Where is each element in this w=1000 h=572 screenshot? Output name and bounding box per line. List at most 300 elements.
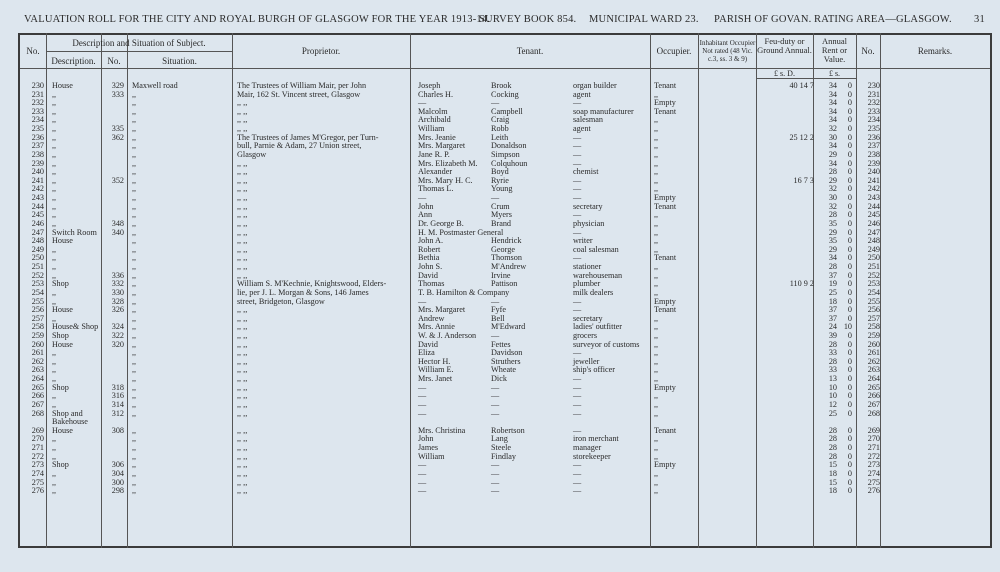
row-number: 253 (31, 279, 44, 289)
tenant-surname: — (491, 296, 500, 306)
description: ,, (52, 132, 57, 142)
tenant-forename: Thomas (418, 279, 445, 289)
row-number: 275 (31, 477, 44, 487)
tenant-forename: John S. (418, 262, 443, 272)
municipal-ward: MUNICIPAL WARD 23. (589, 14, 699, 25)
tenant-surname: Fettes (491, 339, 511, 349)
rent-pounds: 28 (828, 210, 837, 220)
description: ,, (52, 356, 57, 366)
tenant-surname: Craig (491, 115, 510, 125)
description: ,, (52, 468, 57, 478)
occupier: ,, (654, 149, 659, 159)
tenant-surname: George (491, 244, 515, 254)
situation: ,, (132, 468, 137, 478)
tenant-forename: Dr. George B. (418, 218, 464, 228)
rent-pounds: 28 (828, 262, 837, 272)
rent-shillings: 0 (847, 98, 852, 108)
occupier: ,, (654, 434, 659, 444)
row-number-right: 245 (867, 210, 880, 220)
tenant-occupation: agent (573, 89, 591, 99)
rent-shillings: 0 (847, 124, 852, 134)
row-number-right: 248 (867, 236, 880, 246)
occupier: ,, (654, 184, 659, 194)
tenant-surname: Brand (491, 218, 512, 228)
situation: ,, (132, 296, 137, 306)
table-row (20, 375, 990, 383)
description: House (52, 339, 73, 349)
occupier: ,, (654, 244, 659, 254)
rent-pounds: 28 (828, 434, 837, 444)
proprietor: ,, ,, (237, 201, 248, 211)
tenant-surname: Campbell (491, 106, 523, 116)
row-number-right: 238 (867, 149, 880, 159)
rent-pounds: 10 (828, 391, 837, 401)
row-number-right: 259 (867, 330, 880, 340)
situation: ,, (132, 486, 137, 496)
tenant-forename: — (418, 460, 427, 470)
description: ,, (52, 141, 57, 151)
rent-pounds: 35 (828, 236, 837, 246)
proprietor: ,, ,, (237, 313, 248, 323)
row-number-right: 237 (867, 141, 880, 151)
proprietor: ,, ,, (237, 356, 248, 366)
rent-shillings: 0 (847, 451, 852, 461)
proprietor: ,, ,, (237, 167, 248, 177)
situation: ,, (132, 330, 137, 340)
rent-pounds: 19 (828, 279, 837, 289)
situation: ,, (132, 443, 137, 453)
row-number: 269 (31, 425, 44, 435)
row-number: 272 (31, 451, 44, 461)
description: House (52, 425, 73, 435)
occupier: ,, (654, 89, 659, 99)
proprietor: ,, ,, (237, 158, 248, 168)
rent-pounds: 30 (828, 132, 837, 142)
tenant-surname: — (491, 193, 500, 203)
tenant-forename: John A. (418, 236, 444, 246)
proprietor: ,, ,, (237, 322, 248, 332)
situation: ,, (132, 408, 137, 418)
tenant-forename: Archibald (418, 115, 451, 125)
description: Shop and (52, 408, 83, 418)
description: Shop (52, 460, 69, 470)
row-number: 238 (31, 149, 44, 159)
tenant-occupation: salesman (573, 115, 604, 125)
occupier: ,, (654, 477, 659, 487)
row-number: 249 (31, 244, 44, 254)
description: House (52, 236, 73, 246)
description: Shop (52, 330, 69, 340)
proprietor: ,, ,, (237, 339, 248, 349)
row-number: 246 (31, 218, 44, 228)
tenant-surname: — (491, 486, 500, 496)
row-number: 268 (31, 408, 44, 418)
occupier: ,, (654, 132, 659, 142)
occupier: ,, (654, 486, 659, 496)
proprietor: ,, ,, (237, 227, 248, 237)
row-number: 266 (31, 391, 44, 401)
rent-pounds: 13 (828, 374, 837, 384)
street-number: 312 (111, 408, 124, 418)
description: ,, (52, 175, 57, 185)
row-number-right: 270 (867, 434, 880, 444)
tenant-occupation: storekeeper (573, 451, 611, 461)
proprietor: ,, ,, (237, 391, 248, 401)
tenant-surname: — (491, 477, 500, 487)
row-number-right: 254 (867, 287, 880, 297)
situation: ,, (132, 425, 137, 435)
tenant-occupation: — (573, 425, 582, 435)
tenant-occupation: ladies' outfitter (573, 322, 622, 332)
tenant-occupation: physician (573, 218, 605, 228)
rent-shillings: 0 (847, 460, 852, 470)
col-no-right: No. (861, 46, 875, 56)
rent-pounds: 33 (828, 365, 837, 375)
proprietor: ,, ,, (237, 382, 248, 392)
col-num: No. (107, 56, 121, 66)
proprietor: ,, ,, (237, 244, 248, 254)
description: ,, (52, 270, 57, 280)
tenant-occupation: — (573, 158, 582, 168)
rent-shillings: 0 (847, 167, 852, 177)
tenant-occupation: — (573, 408, 582, 418)
table-row (20, 289, 990, 297)
rent-shillings: 0 (847, 227, 852, 237)
tenant-occupation: surveyor of customs (573, 339, 640, 349)
row-number: 255 (31, 296, 44, 306)
table-row (20, 220, 990, 228)
tenant-surname: Lang (491, 434, 508, 444)
tenant-occupation: agent (573, 124, 591, 134)
table-row (20, 461, 990, 469)
description: Bakehouse (52, 417, 88, 427)
row-number: 230 (31, 81, 44, 90)
proprietor: The Trustees of James M'Gregor, per Turn- (237, 132, 379, 142)
occupier: ,, (654, 391, 659, 401)
rent-shillings: 0 (847, 89, 852, 99)
rent-shillings: 0 (847, 425, 852, 435)
row-number-right: 233 (867, 106, 880, 116)
situation: Maxwell road (132, 81, 178, 90)
tenant-surname: — (491, 468, 500, 478)
tenant-forename: Mrs. Annie (418, 322, 455, 332)
row-number: 237 (31, 141, 44, 151)
occupier: Tenant (654, 106, 677, 116)
occupier: ,, (654, 141, 659, 151)
tenant-occupation: plumber (573, 279, 601, 289)
row-number: 259 (31, 330, 44, 340)
situation: ,, (132, 322, 137, 332)
col-occupier: Occupier. (656, 46, 692, 56)
occupier: Empty (654, 296, 676, 306)
situation: ,, (132, 158, 137, 168)
tenant-surname: Dick (491, 374, 507, 384)
occupier: ,, (654, 330, 659, 340)
tenant-forename: William (418, 124, 445, 134)
proprietor: ,, ,, (237, 399, 248, 409)
tenant-occupation: — (573, 132, 582, 142)
street-number: 320 (111, 339, 124, 349)
situation: ,, (132, 287, 137, 297)
row-number: 256 (31, 305, 44, 315)
row-number-right: 244 (867, 201, 880, 211)
rating-area: RATING AREA—GLASGOW. (814, 14, 952, 25)
occupier: Tenant (654, 253, 677, 263)
occupier: Tenant (654, 201, 677, 211)
rent-shillings: 0 (847, 374, 852, 384)
situation: ,, (132, 356, 137, 366)
rent-shillings: 0 (847, 270, 852, 280)
tenant-surname: Struthers (491, 356, 521, 366)
tenant-occupation: — (573, 399, 582, 409)
occupier: ,, (654, 175, 659, 185)
row-number: 232 (31, 98, 44, 108)
rent-units: £ s. (828, 69, 841, 78)
proprietor: ,, ,, (237, 348, 248, 358)
rent-shillings: 0 (847, 236, 852, 246)
row-number-right: 269 (867, 425, 880, 435)
occupier: ,, (654, 399, 659, 409)
occupier: ,, (654, 158, 659, 168)
rent-shillings: 0 (847, 279, 852, 289)
row-number: 274 (31, 468, 44, 478)
occupier: Empty (654, 98, 676, 108)
row-number-right: 272 (867, 451, 880, 461)
tenant-occupation: — (573, 210, 582, 220)
tenant-surname: Colquhoun (491, 158, 528, 168)
tenant-forename: John (418, 201, 434, 211)
proprietor: Mair, 162 St. Vincent street, Glasgow (237, 89, 361, 99)
tenant-forename: Hector H. (418, 356, 451, 366)
description: ,, (52, 287, 57, 297)
tenant-surname: Crum (491, 201, 510, 211)
street-number: 329 (111, 81, 124, 90)
rent-shillings: 0 (847, 296, 852, 306)
situation: ,, (132, 305, 137, 315)
row-number-right: 243 (867, 193, 880, 203)
tenant-occupation: — (573, 227, 582, 237)
description: ,, (52, 106, 57, 116)
rent-shillings: 0 (847, 348, 852, 358)
tenant-surname: Findlay (491, 451, 517, 461)
table-row (20, 479, 990, 487)
situation: ,, (132, 262, 137, 272)
street-number: 298 (111, 486, 124, 496)
situation: ,, (132, 399, 137, 409)
rent-pounds: 34 (828, 106, 837, 116)
description: Shop (52, 279, 69, 289)
rent-pounds: 32 (828, 184, 837, 194)
tenant-occupation: — (573, 175, 582, 185)
proprietor: ,, ,, (237, 210, 248, 220)
description: Switch Room (52, 227, 97, 237)
tenant-forename: W. & J. Anderson (418, 330, 477, 340)
row-number: 254 (31, 287, 44, 297)
tenant-forename: Joseph (418, 81, 441, 90)
situation: ,, (132, 279, 137, 289)
tenant-forename: James (418, 443, 439, 453)
tenant-forename: Mrs. Margaret (418, 141, 466, 151)
row-number: 271 (31, 443, 44, 453)
proprietor: lie, per J. L. Morgan & Sons, 146 James (237, 287, 369, 297)
row-number-right: 239 (867, 158, 880, 168)
street-number: 326 (111, 305, 124, 315)
row-number: 264 (31, 374, 44, 384)
situation: ,, (132, 89, 137, 99)
occupier: ,, (654, 322, 659, 332)
situation: ,, (132, 382, 137, 392)
row-number: 231 (31, 89, 44, 99)
rent-shillings: 0 (847, 218, 852, 228)
row-number-right: 268 (867, 408, 880, 418)
rent-shillings: 0 (847, 313, 852, 323)
row-number-right: 242 (867, 184, 880, 194)
tenant-occupation: organ builder (573, 81, 617, 90)
description: ,, (52, 434, 57, 444)
tenant-forename: Eliza (418, 348, 435, 358)
tenant-surname: — (491, 330, 500, 340)
rent-shillings: 0 (847, 193, 852, 203)
occupier: ,, (654, 287, 659, 297)
tenant-forename: — (418, 468, 427, 478)
col-situation: Situation. (162, 56, 197, 66)
tenant-occupation: — (573, 253, 582, 263)
street-number: 336 (111, 270, 124, 280)
description: ,, (52, 399, 57, 409)
tenant-occupation: stationer (573, 262, 602, 272)
row-number: 240 (31, 167, 44, 177)
proprietor: bull, Parnie & Adam, 27 Union street, (237, 141, 362, 151)
tenant-occupation: milk dealers (573, 287, 614, 297)
proprietor: ,, ,, (237, 425, 248, 435)
rent-shillings: 0 (847, 287, 852, 297)
street-number: 335 (111, 124, 124, 134)
row-number-right: 262 (867, 356, 880, 366)
row-number-right: 236 (867, 132, 880, 142)
tenant-surname: Myers (491, 210, 512, 220)
description: ,, (52, 124, 57, 134)
row-number: 248 (31, 236, 44, 246)
proprietor: ,, ,, (237, 305, 248, 315)
street-number: 322 (111, 330, 124, 340)
col-inhabitant: Inhabitant Occupier Not rated (48 Vic. c.3, ss. 3 & 9) (699, 39, 756, 63)
tenant-occupation: coal salesman (573, 244, 619, 254)
rent-shillings: 0 (847, 158, 852, 168)
situation: ,, (132, 175, 137, 185)
proprietor: ,, ,, (237, 374, 248, 384)
occupier: ,, (654, 365, 659, 375)
rent-pounds: 18 (828, 468, 837, 478)
proprietor: street, Bridgeton, Glasgow (237, 296, 325, 306)
row-number: 261 (31, 348, 44, 358)
tenant-forename: Jane R. P. (418, 149, 450, 159)
row-number-right: 257 (867, 313, 880, 323)
tenant-surname: — (491, 98, 500, 108)
occupier: ,, (654, 451, 659, 461)
tenant-occupation: — (573, 348, 582, 358)
occupier: ,, (654, 167, 659, 177)
row-number: 258 (31, 322, 44, 332)
rent-pounds: 37 (828, 313, 837, 323)
tenant-surname: Boyd (491, 167, 509, 177)
tenant-forename: — (418, 193, 427, 203)
tenant-surname: — (491, 382, 500, 392)
tenant-surname: Cocking (491, 89, 519, 99)
tenant-forename: Mrs. Elizabeth M. (418, 158, 478, 168)
tenant-occupation: — (573, 184, 582, 194)
street-number: 306 (111, 460, 124, 470)
tenant-forename: Charles H. (418, 89, 454, 99)
row-number-right: 273 (867, 460, 880, 470)
row-number-right: 264 (867, 374, 880, 384)
occupier: ,, (654, 262, 659, 272)
situation: ,, (132, 270, 137, 280)
situation: ,, (132, 244, 137, 254)
description: ,, (52, 98, 57, 108)
occupier: ,, (654, 443, 659, 453)
tenant-occupation: — (573, 391, 582, 401)
table-row (20, 401, 990, 409)
occupier: Empty (654, 460, 676, 470)
col-no: No. (26, 46, 40, 56)
rent-pounds: 34 (828, 89, 837, 99)
rent-pounds: 28 (828, 167, 837, 177)
rent-pounds: 29 (828, 227, 837, 237)
rent-pounds: 37 (828, 270, 837, 280)
rent-pounds: 37 (828, 305, 837, 315)
proprietor: Glasgow (237, 149, 267, 159)
tenant-occupation: iron merchant (573, 434, 619, 444)
occupier: Tenant (654, 305, 677, 315)
description: ,, (52, 253, 57, 263)
tenant-forename: — (418, 408, 427, 418)
rent-shillings: 0 (847, 132, 852, 142)
row-number-right: 234 (867, 115, 880, 125)
tenant-occupation: soap manufacturer (573, 106, 634, 116)
occupier: Empty (654, 193, 676, 203)
tenant-occupation: ship's officer (573, 365, 616, 375)
proprietor: ,, ,, (237, 124, 248, 134)
description: ,, (52, 443, 57, 453)
tenant-surname: Fyfe (491, 305, 507, 315)
tenant-occupation: warehouseman (573, 270, 623, 280)
situation: ,, (132, 210, 137, 220)
tenant-occupation: jeweller (573, 356, 600, 366)
street-number: 318 (111, 382, 124, 392)
row-number: 239 (31, 158, 44, 168)
row-number-right: 258 (867, 322, 880, 332)
rent-pounds: 34 (828, 81, 837, 90)
description: ,, (52, 244, 57, 254)
rent-shillings: 0 (847, 330, 852, 340)
table-row (20, 392, 990, 400)
tenant-forename: Mrs. Janet (418, 374, 453, 384)
occupier: ,, (654, 218, 659, 228)
row-number: 242 (31, 184, 44, 194)
feu-duty: 40 14 7 (789, 81, 814, 90)
row-number: 257 (31, 313, 44, 323)
tenant-occupation: grocers (573, 330, 598, 340)
rent-shillings: 0 (847, 434, 852, 444)
rent-pounds: 10 (828, 382, 837, 392)
row-number: 245 (31, 210, 44, 220)
occupier: ,, (654, 356, 659, 366)
tenant-forename: — (418, 486, 427, 496)
table-row (20, 323, 990, 331)
rent-pounds: 28 (828, 425, 837, 435)
rent-shillings: 0 (847, 115, 852, 125)
occupier: ,, (654, 270, 659, 280)
